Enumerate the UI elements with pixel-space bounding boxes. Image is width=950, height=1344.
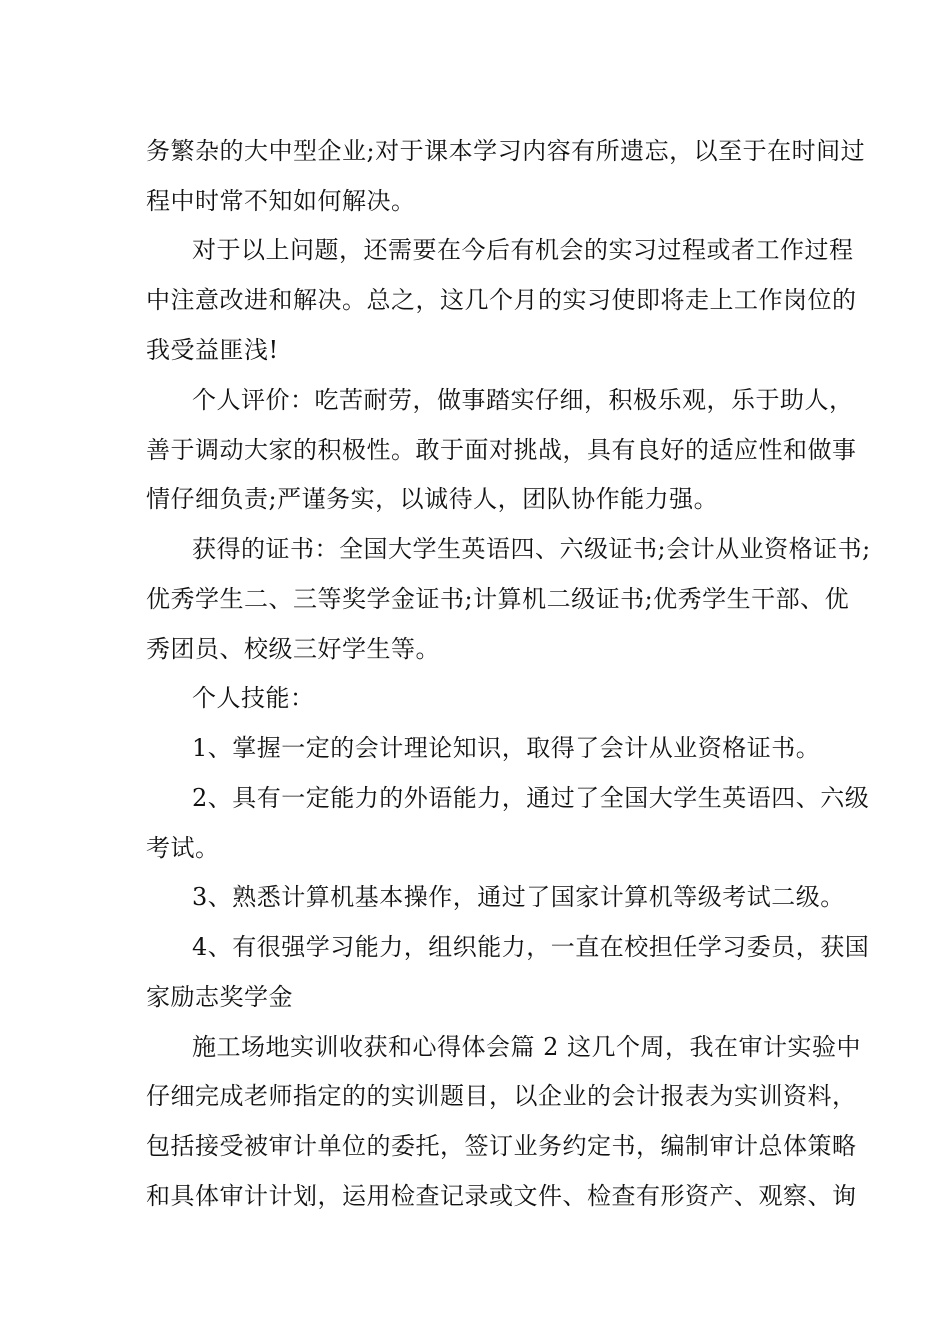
- text-line: 务繁杂的大中型企业;对于课本学习内容有所遗忘，以至于在时间过: [146, 137, 866, 165]
- text-line: 中注意改进和解决。总之，这几个月的实习使即将走上工作岗位的: [146, 286, 857, 314]
- text-line: 包括接受被审计单位的委托，签订业务约定书，编制审计总体策略: [146, 1132, 857, 1160]
- paragraph-start-line: 对于以上问题，还需要在今后有机会的实习过程或者工作过程: [192, 236, 854, 264]
- text-line: 秀团员、校级三好学生等。: [146, 635, 440, 663]
- text-line: 仔细完成老师指定的的实训题目，以企业的会计报表为实训资料，: [146, 1082, 857, 1110]
- list-item-line: 1、掌握一定的会计理论知识，取得了会计从业资格证书。: [192, 734, 821, 762]
- list-item-line: 4、有很强学习能力，组织能力，一直在校担任学习委员，获国: [192, 933, 870, 961]
- paragraph-start-line: 个人评价：吃苦耐劳，做事踏实仔细，积极乐观，乐于助人，: [192, 386, 854, 414]
- text-line: 我受益匪浅!: [146, 336, 279, 364]
- paragraph-start-line: 施工场地实训收获和心得体会篇 2 这几个周，我在审计实验中: [192, 1033, 862, 1061]
- paragraph-start-line: 获得的证书：全国大学生英语四、六级证书;会计从业资格证书;: [192, 535, 871, 563]
- list-item-line: 2、具有一定能力的外语能力，通过了全国大学生英语四、六级: [192, 784, 870, 812]
- text-line: 和具体审计计划，运用检查记录或文件、检查有形资产、观察、询: [146, 1182, 857, 1210]
- section-heading-line: 个人技能：: [192, 684, 315, 712]
- text-line: 优秀学生二、三等奖学金证书;计算机二级证书;优秀学生干部、优: [146, 585, 850, 613]
- text-line: 程中时常不知如何解决。: [146, 187, 416, 215]
- list-item-line: 3、熟悉计算机基本操作，通过了国家计算机等级考试二级。: [192, 883, 845, 911]
- text-line: 善于调动大家的积极性。敢于面对挑战，具有良好的适应性和做事: [146, 436, 857, 464]
- text-line: 家励志奖学金: [146, 983, 293, 1011]
- text-line: 考试。: [146, 834, 220, 862]
- text-line: 情仔细负责;严谨务实，以诚待人，团队协作能力强。: [146, 485, 719, 513]
